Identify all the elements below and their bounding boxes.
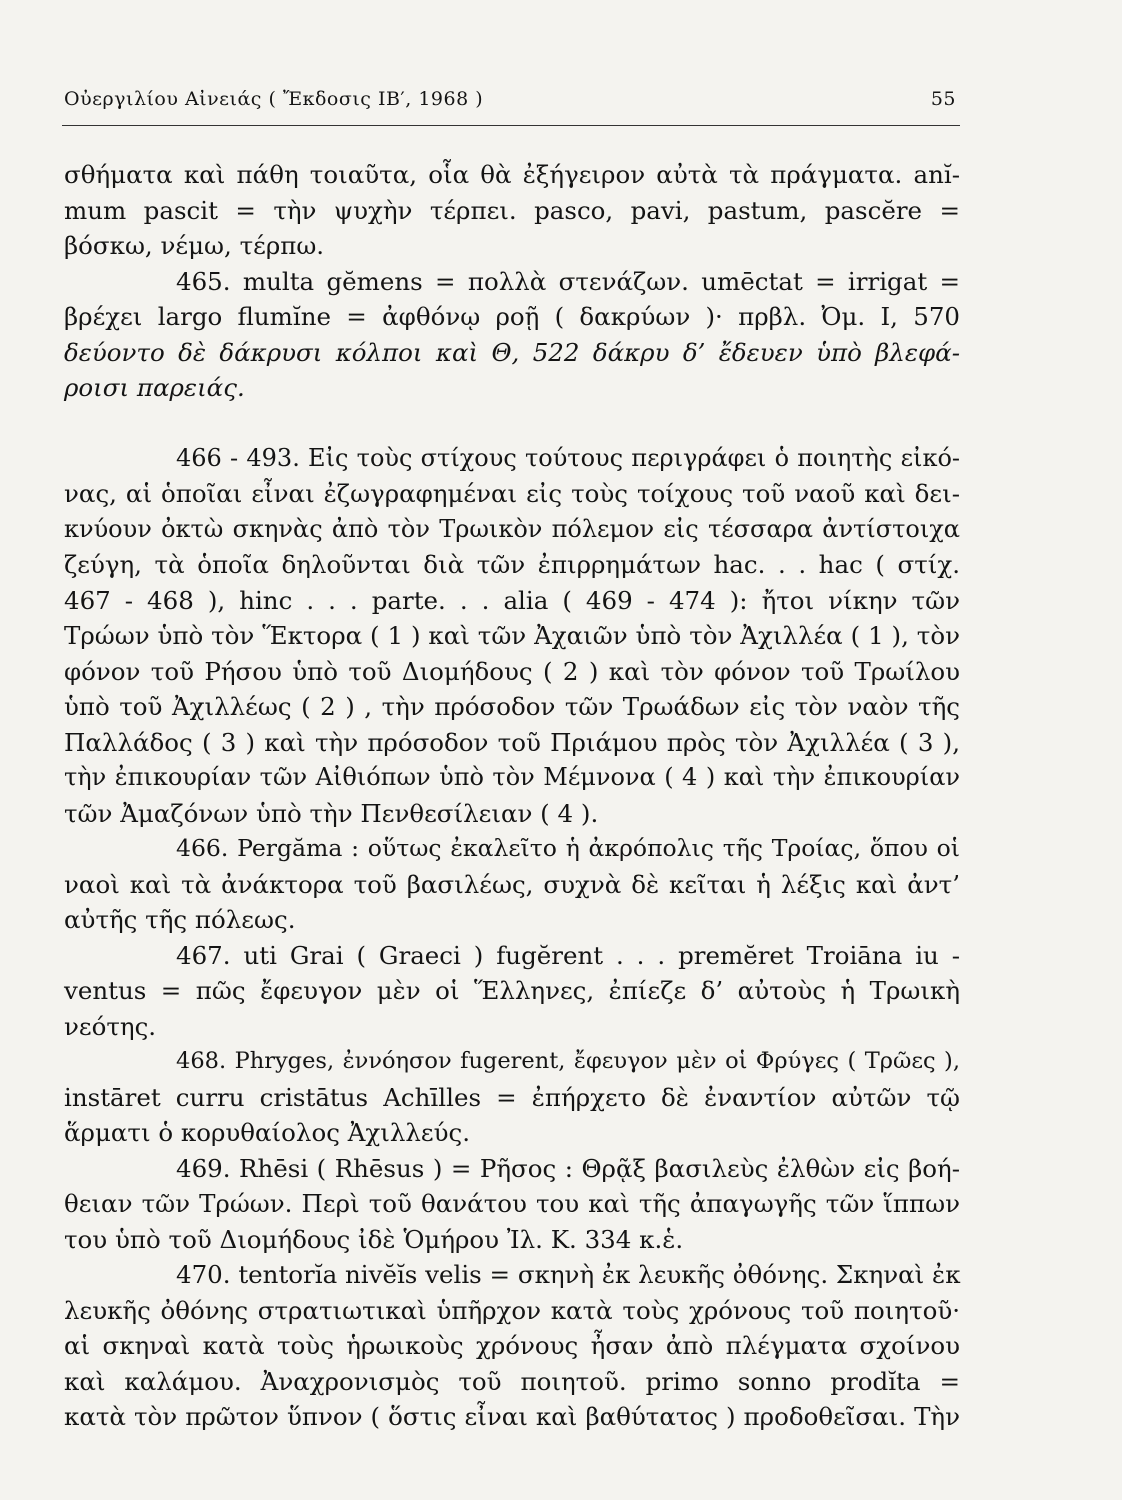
- text-line: 466. Pergăma : οὕτως ἐκαλεῖτο ἡ ἀκρόπολις τῆς Τροίας, ὅπου οἱ: [176, 834, 960, 862]
- page-number: 55: [930, 88, 956, 110]
- text-line: αἱ σκηναὶ κατὰ τοὺς ἡρωικοὺς χρόνους ἦσαν ἀπὸ πλέγματα σχοίνου: [64, 1331, 960, 1360]
- text-line: 466 - 493. Εἰς τοὺς στίχους τούτους περιγράφει ὁ ποιητὴς εἰκό-: [176, 443, 960, 472]
- text-line: mum pascit = τὴν ψυχὴν τέρπει. pasco, pavi, pastum, pascĕre =: [64, 195, 960, 225]
- paragraph-gap: [64, 406, 960, 441]
- text-line: αὐτῆς τῆς πόλεως.: [64, 905, 296, 934]
- text-line: ζεύγη, τὰ ὁποῖα δηλοῦνται διὰ τῶν ἐπιρρημάτων hac. . . hac ( στίχ.: [64, 550, 960, 579]
- text-line: δεύοντο δὲ δάκρυσι κόλποι καὶ Θ, 522 δάκρυ δ’ ἔδευεν ὑπὸ βλεφά-: [64, 337, 960, 367]
- text-line: ventus = πῶς ἔφευγον μὲν οἱ Ἕλληνες, ἐπίεζε δ’ αὐτοὺς ἡ Τρωικὴ: [64, 976, 960, 1005]
- text-line: Τρώων ὑπὸ τὸν Ἕκτορα ( 1 ) καὶ τῶν Ἀχαιῶν ὑπὸ τὸν Ἀχιλλέα ( 1 ), τὸν: [64, 621, 960, 650]
- text-line: νεότης.: [64, 1011, 157, 1041]
- text-line: νας, αἱ ὁποῖαι εἶναι ἐζωγραφημέναι εἰς τοὺς τοίχους τοῦ ναοῦ καὶ δει-: [64, 479, 960, 508]
- text-line: ροισι παρειάς.: [64, 373, 245, 402]
- running-header: [64, 88, 960, 122]
- text-line: τῶν Ἀμαζόνων ὑπὸ τὴν Πενθεσίλειαν ( 4 ).: [64, 798, 599, 828]
- text-line: 465. multa gĕmens = πολλὰ στενάζων. umēctat = irrigat =: [176, 266, 960, 296]
- text-line: ναοὶ καὶ τὰ ἀνάκτορα τοῦ βασιλέως, συχνὰ δὲ κεῖται ἡ λέξις καὶ ἀντ’: [64, 869, 960, 899]
- header-rule: [62, 125, 960, 126]
- text-line: 467 - 468 ), hinc . . . parte. . . alia ( 469 - 474 ): ἤτοι νίκην τῶν: [64, 585, 960, 615]
- text-line: ὑπὸ τοῦ Ἀχιλλέως ( 2 ) , τὴν πρόσοδον τῶν Τρωάδων εἰς τὸν ναὸν τῆς: [64, 692, 960, 721]
- text-line: instāret curru cristātus Achīlles = ἐπήρχετο δὲ ἐναντίον αὐτῶν τῷ: [64, 1082, 960, 1112]
- text-line: βόσκω, νέμω, τέρπω.: [64, 231, 325, 260]
- text-line: ἅρματι ὁ κορυθαίολος Ἀχιλλεύς.: [64, 1118, 470, 1147]
- text-line: 470. tentorĭa nivĕĭs velis = σκηνὴ ἐκ λευκῆς ὀθόνης. Σκηναὶ ἐκ: [176, 1260, 961, 1289]
- text-line: 468. Phryges, ἐννόησον fugerent, ἔφευγον μὲν οἱ Φρύγες ( Τρῶες ),: [176, 1048, 960, 1074]
- text-line: φόνον τοῦ Ρήσου ὑπὸ τοῦ Διομήδους ( 2 ) καὶ τὸν φόνον τοῦ Τρωίλου: [64, 656, 960, 686]
- text-line: 469. Rhēsi ( Rhēsus ) = Ρῆσος : Θρᾷξ βασιλεὺς ἐλθὼν εἰς βοή-: [176, 1153, 960, 1183]
- text-line: λευκῆς ὀθόνης στρατιωτικαὶ ὑπῆρχον κατὰ τοὺς χρόνους τοῦ ποιητοῦ·: [64, 1295, 960, 1325]
- running-title: Οὐεργιλίου Αἰνειάς ( Ἔκδοσις ΙΒ′, 1968 ): [64, 88, 484, 110]
- text-line: του ὑπὸ τοῦ Διομήδους ἰδὲ Ὁμήρου Ἰλ. Κ. 334 κ.ἑ.: [64, 1224, 684, 1254]
- text-line: κατὰ τὸν πρῶτον ὕπνον ( ὅστις εἶναι καὶ βαθύτατος ) προδοθεῖσαι. Τὴν: [64, 1402, 960, 1431]
- text-line: Παλλάδος ( 3 ) καὶ τὴν πρόσοδον τοῦ Πριάμου πρὸς τὸν Ἀχιλλέα ( 3 ),: [64, 727, 960, 757]
- text-line: κνύουν ὀκτὼ σκηνὰς ἀπὸ τὸν Τρωικὸν πόλεμον εἰς τέσσαρα ἀντίστοιχα: [64, 514, 960, 543]
- text-line: θειαν τῶν Τρώων. Περὶ τοῦ θανάτου του καὶ τῆς ἀπαγωγῆς τῶν ἵππων: [64, 1189, 960, 1218]
- text-line: τὴν ἐπικουρίαν τῶν Αἰθιόπων ὑπὸ τὸν Μέμνονα ( 4 ) καὶ τὴν ἐπικουρίαν: [64, 763, 960, 791]
- text-line: σθήματα καὶ πάθη τοιαῦτα, οἷα θὰ ἐξήγειρον αὐτὰ τὰ πράγματα. anĭ-: [64, 160, 960, 189]
- commentary-body: [64, 157, 960, 1435]
- text-line: 467. uti Grai ( Graeci ) fugĕrent . . . premĕret Troiāna iu -: [176, 940, 960, 970]
- text-line: καὶ καλάμου. Ἀναχρονισμὸς τοῦ ποιητοῦ. primo sonno prodĭta =: [64, 1366, 960, 1396]
- text-line: βρέχει largo flumĭne = ἀφθόνῳ ροῇ ( δακρύων )· πρβλ. Ὀμ. Ι, 570: [64, 302, 960, 331]
